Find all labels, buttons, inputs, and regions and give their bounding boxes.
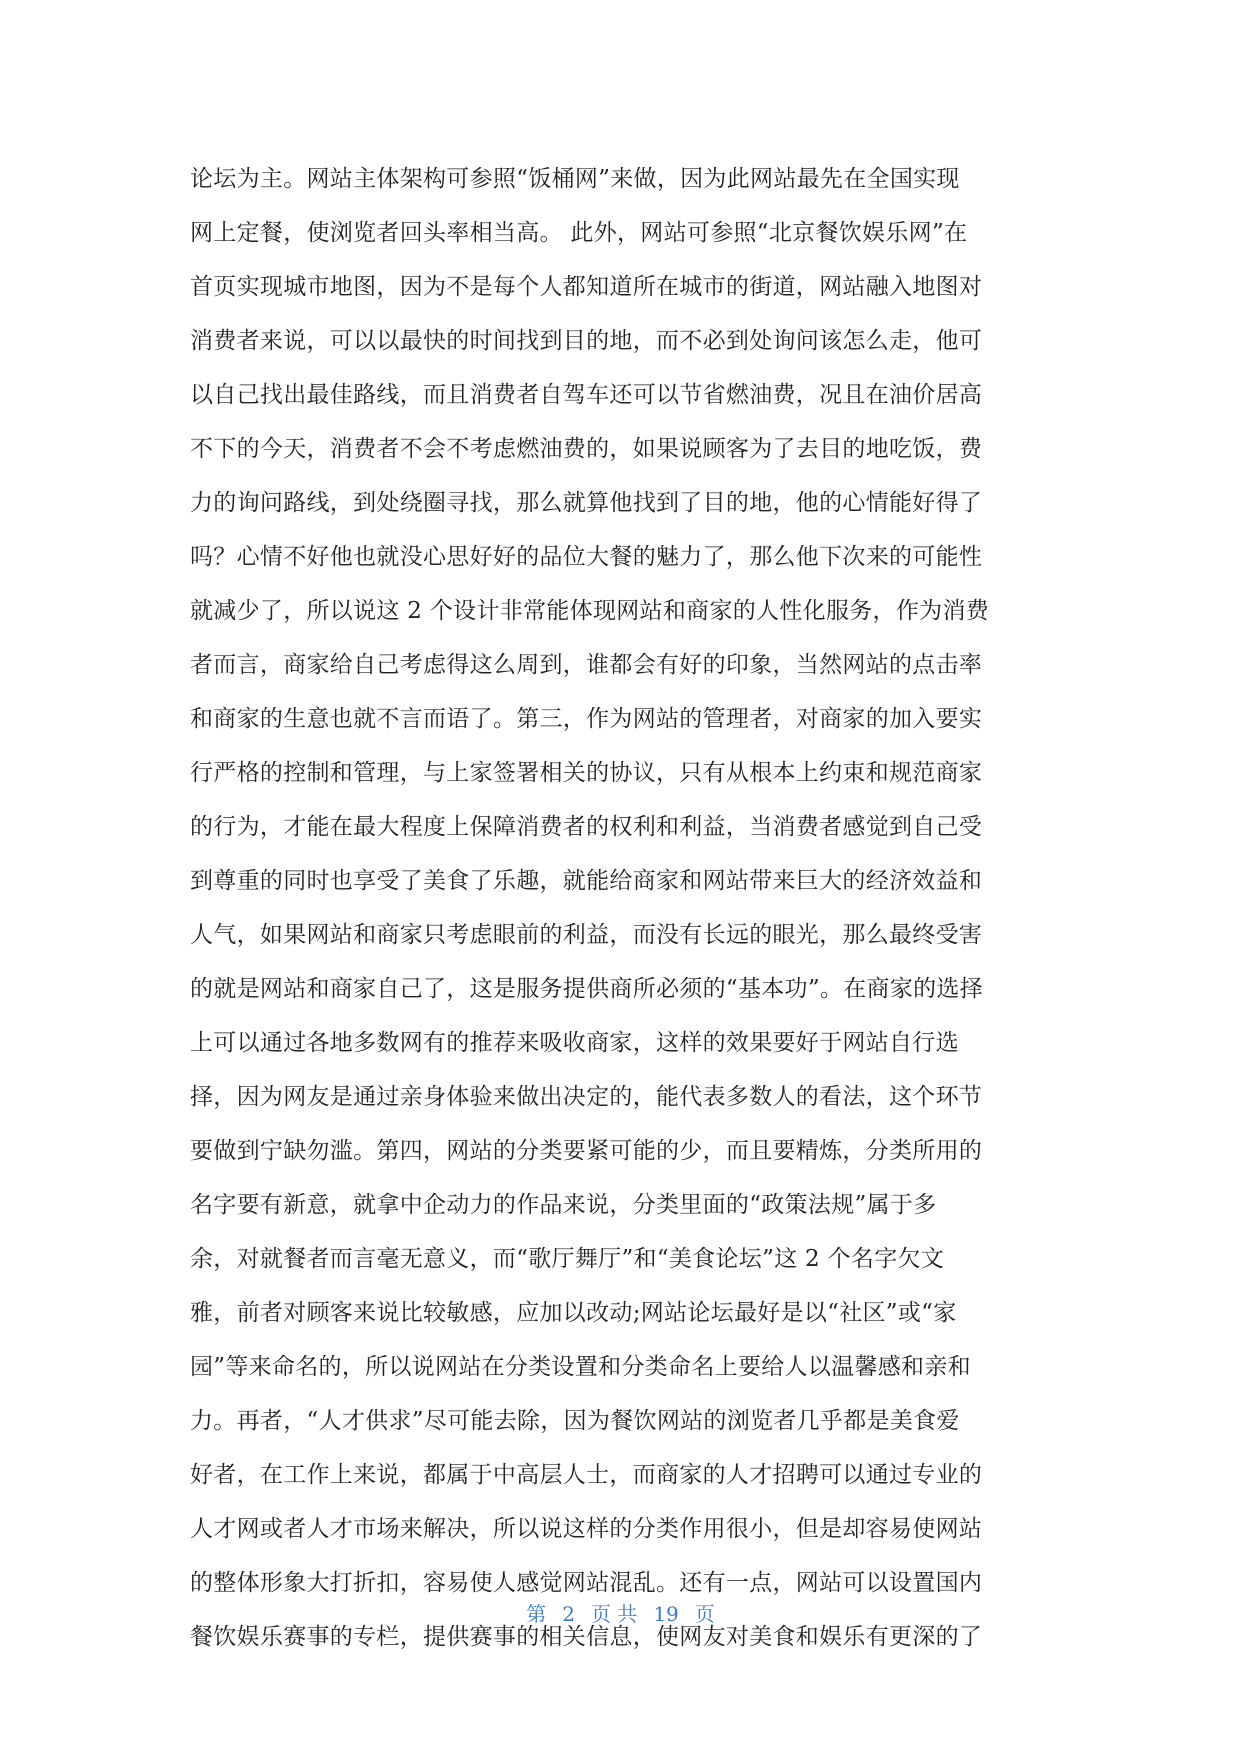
text-line: 人气，如果网站和商家只考虑眼前的利益，而没有长远的眼光，那么最终受害 — [190, 922, 983, 948]
body-text — [190, 152, 1070, 1664]
text-line: 到尊重的同时也享受了美食了乐趣，就能给商家和网站带来巨大的经济效益和 — [190, 868, 983, 894]
text-line: 首页实现城市地图，因为不是每个人都知道所在城市的街道，网站融入地图对 — [190, 274, 983, 300]
text-line: 就减少了，所以说这 2 个设计非常能体现网站和商家的人性化服务，作为消费 — [190, 598, 990, 624]
text-line: 行严格的控制和管理，与上家签署相关的协议，只有从根本上约束和规范商家 — [190, 760, 983, 786]
page-number-footer — [0, 1598, 1241, 1627]
text-line: 要做到宁缺勿滥。第四，网站的分类要紧可能的少，而且要精炼，分类所用的 — [190, 1138, 983, 1164]
current-page-number: 2 — [562, 1602, 575, 1626]
text-line: 的行为，才能在最大程度上保障消费者的权利和利益，当消费者感觉到自己受 — [190, 814, 983, 840]
text-line: 力的询问路线，到处绕圈寻找，那么就算他找到了目的地，他的心情能好得了 — [190, 490, 983, 516]
footer-prefix: 第 — [526, 1602, 547, 1626]
text-line: 者而言，商家给自己考虑得这么周到，谁都会有好的印象，当然网站的点击率 — [190, 652, 983, 678]
text-line: 择，因为网友是通过亲身体验来做出决定的，能代表多数人的看法，这个环节 — [190, 1084, 983, 1110]
text-line: 园”等来命名的，所以说网站在分类设置和分类命名上要给人以温馨感和亲和 — [190, 1354, 971, 1380]
text-line: 名字要有新意，就拿中企动力的作品来说，分类里面的“政策法规”属于多 — [190, 1192, 937, 1218]
text-line: 好者，在工作上来说，都属于中高层人士，而商家的人才招聘可以通过专业的 — [190, 1462, 983, 1488]
text-line: 力。再者，“人才供求”尽可能去除，因为餐饮网站的浏览者几乎都是美食爱 — [190, 1408, 960, 1434]
footer-suffix: 页 — [694, 1602, 715, 1626]
footer-middle: 页 共 — [590, 1602, 638, 1626]
text-line: 雅，前者对顾客来说比较敏感，应加以改动;网站论坛最好是以“社区”或“家 — [190, 1300, 957, 1326]
text-line: 上可以通过各地多数网有的推荐来吸收商家，这样的效果要好于网站自行选 — [190, 1030, 959, 1056]
text-line: 的就是网站和商家自己了，这是服务提供商所必须的“基本功”。在商家的选择 — [190, 976, 984, 1002]
text-line: 餐饮娱乐赛事的专栏，提供赛事的相关信息，使网友对美食和娱乐有更深的了 — [190, 1624, 983, 1650]
total-page-count: 19 — [653, 1602, 679, 1626]
text-line: 消费者来说，可以以最快的时间找到目的地，而不必到处询问该怎么走，他可 — [190, 328, 983, 354]
text-line: 论坛为主。网站主体架构可参照“饭桶网”来做，因为此网站最先在全国实现 — [190, 166, 960, 192]
text-line: 的整体形象大打折扣，容易使人感觉网站混乱。还有一点，网站可以设置国内 — [190, 1570, 983, 1596]
text-line: 以自己找出最佳路线，而且消费者自驾车还可以节省燃油费，况且在油价居高 — [190, 382, 983, 408]
text-line: 网上定餐，使浏览者回头率相当高。 此外，网站可参照“北京餐饮娱乐网”在 — [190, 220, 968, 246]
text-line: 不下的今天，消费者不会不考虑燃油费的，如果说顾客为了去目的地吃饭，费 — [190, 436, 983, 462]
text-line: 人才网或者人才市场来解决，所以说这样的分类作用很小，但是却容易使网站 — [190, 1516, 983, 1542]
text-line: 吗？心情不好他也就没心思好好的品位大餐的魅力了，那么他下次来的可能性 — [190, 544, 983, 570]
text-line: 余，对就餐者而言毫无意义，而“歌厅舞厅”和“美食论坛”这 2 个名字欠文 — [190, 1246, 945, 1272]
text-line: 和商家的生意也就不言而语了。第三，作为网站的管理者，对商家的加入要实 — [190, 706, 983, 732]
